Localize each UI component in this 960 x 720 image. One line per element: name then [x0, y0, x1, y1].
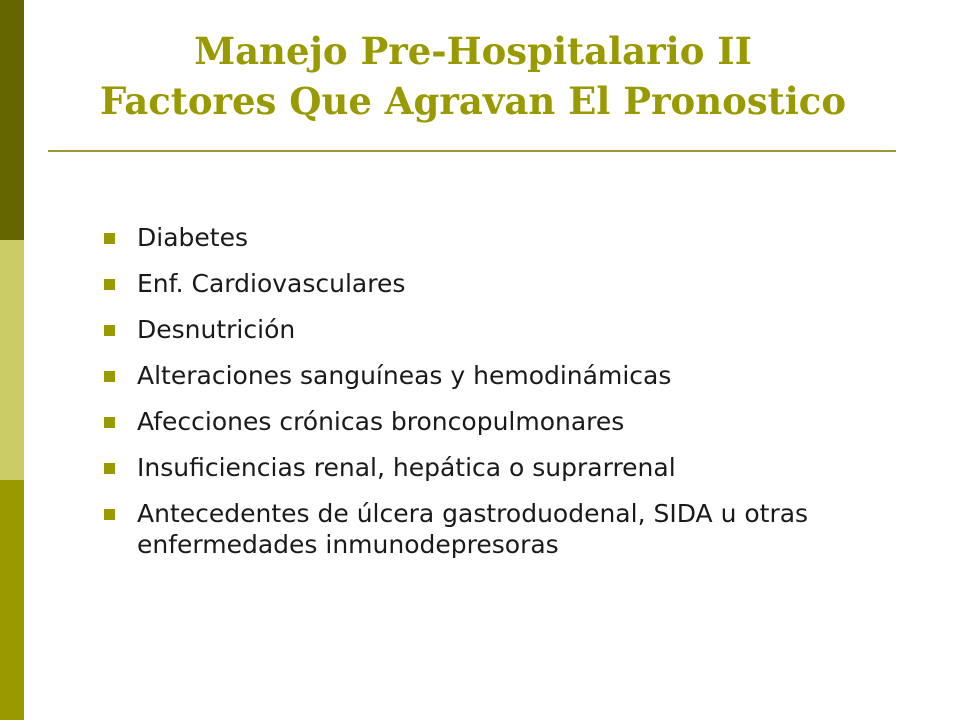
bullet-item — [104, 314, 904, 345]
bullet-item — [104, 406, 904, 437]
left-bar-light — [0, 240, 24, 480]
square-bullet-icon — [104, 417, 115, 428]
left-bar-dark — [0, 0, 24, 240]
title-divider — [48, 150, 896, 152]
left-bar-medium — [0, 480, 24, 720]
bullet-text: Insuficiencias renal, hepática o suprarrenal — [137, 453, 676, 482]
bullet-item — [104, 360, 904, 391]
bullet-text: Afecciones crónicas broncopulmonares — [137, 407, 625, 436]
bullet-list — [104, 222, 904, 575]
bullet-text: Alteraciones sanguíneas y hemodinámicas — [137, 361, 672, 390]
bullet-item — [104, 268, 904, 299]
square-bullet-icon — [104, 279, 115, 290]
square-bullet-icon — [104, 325, 115, 336]
square-bullet-icon — [104, 233, 115, 244]
bullet-item — [104, 498, 904, 560]
bullet-text: Enf. Cardiovasculares — [137, 269, 406, 298]
bullet-item — [104, 222, 904, 253]
square-bullet-icon — [104, 463, 115, 474]
bullet-item — [104, 452, 904, 483]
bullet-text: Diabetes — [137, 223, 248, 252]
square-bullet-icon — [104, 371, 115, 382]
square-bullet-icon — [104, 509, 115, 520]
bullet-text: Desnutrición — [137, 315, 296, 344]
title-line-1: Manejo Pre-Hospitalario II — [194, 29, 752, 73]
title-line-2: Factores Que Agravan El Pronostico — [99, 79, 847, 123]
slide-title — [48, 26, 898, 126]
bullet-text: Antecedentes de úlcera gastroduodenal, SIDA u otras enfermedades inmunodepresoras — [137, 499, 809, 559]
